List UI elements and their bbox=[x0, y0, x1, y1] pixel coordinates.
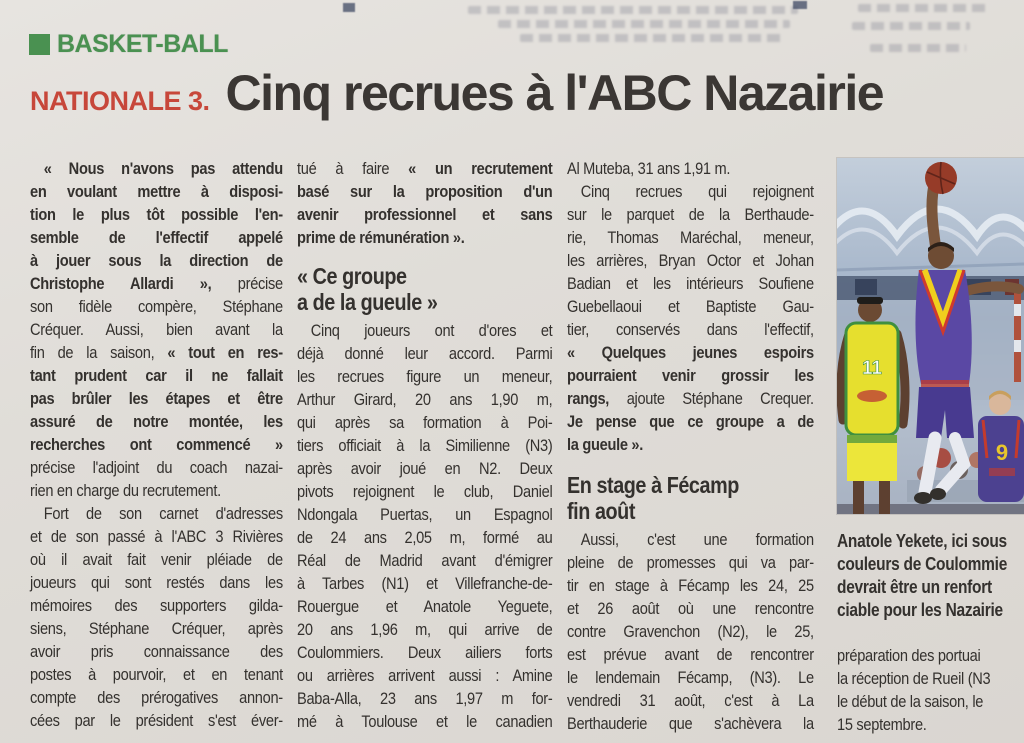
body-text-line bbox=[567, 528, 814, 551]
print-bleedthrough bbox=[343, 3, 355, 12]
text-segment: Guebellaoui et Baptiste Gau- bbox=[567, 297, 814, 316]
text-segment: préparation des portuai bbox=[837, 646, 981, 665]
text-segment: qui après sa formation à Poi- bbox=[297, 413, 553, 432]
body-text-line bbox=[567, 318, 814, 341]
text-segment: où il avait fait venir pléiade de bbox=[30, 550, 283, 569]
text-segment: et de son passé à l'ABC 3 Rivières bbox=[30, 527, 283, 546]
text-segment: « Nous n'avons pas attendu bbox=[43, 159, 283, 178]
print-bleedthrough bbox=[852, 22, 970, 30]
body-text-line bbox=[30, 364, 283, 387]
body-text-line bbox=[30, 226, 283, 249]
body-text-line bbox=[297, 342, 552, 365]
section-label: BASKET-BALL bbox=[57, 30, 228, 58]
body-text-line bbox=[30, 203, 283, 226]
text-segment: en voulant mettre à disposi- bbox=[30, 182, 283, 201]
headline-row bbox=[30, 64, 883, 122]
text-segment: Christophe Allardi », bbox=[30, 274, 238, 293]
text-segment: assuré de notre montée, les bbox=[30, 412, 283, 431]
text-segment: son fidèle compère, Stéphane bbox=[30, 297, 283, 316]
text-segment: rangs, bbox=[567, 389, 627, 408]
body-text-line bbox=[30, 387, 283, 410]
text-segment: mé à Toulouse et le canadien bbox=[297, 712, 553, 731]
body-text-line bbox=[297, 526, 552, 549]
body-text-line bbox=[297, 180, 552, 203]
body-text-line bbox=[30, 272, 283, 295]
body-text-line bbox=[297, 365, 552, 388]
body-text-line bbox=[30, 295, 283, 318]
subheading-line bbox=[567, 472, 814, 498]
headline-title: Cinq recrues à l'ABC Nazairie bbox=[225, 65, 884, 121]
body-text-line bbox=[297, 157, 552, 180]
text-segment: précise l'adjoint du coach nazai- bbox=[30, 458, 283, 477]
text-segment: « tout en res- bbox=[167, 343, 283, 362]
text-segment: le début de la saison, le bbox=[837, 692, 984, 711]
print-bleedthrough bbox=[870, 44, 966, 52]
body-text-line bbox=[30, 640, 283, 663]
print-bleedthrough bbox=[498, 20, 790, 28]
article-column-4-caption bbox=[837, 530, 1024, 736]
body-text-line bbox=[30, 433, 283, 456]
article-column-2 bbox=[297, 157, 552, 733]
text-segment: rie, Thomas Maréchal, meneur, bbox=[567, 228, 814, 247]
body-text-line bbox=[567, 410, 814, 433]
body-text-line bbox=[297, 457, 552, 480]
body-text-line bbox=[567, 364, 814, 387]
text-segment: Ndongala Puertas, un Espagnol bbox=[297, 505, 553, 524]
text-segment: ou arrières arrivent aussi : Amine bbox=[297, 666, 553, 685]
text-segment: Badian et les intérieurs Soufiene bbox=[567, 274, 814, 293]
text-segment: Je pense que ce groupe a de bbox=[567, 412, 814, 431]
text-segment: Arthur Girard, 20 ans 1,90 m, bbox=[297, 390, 553, 409]
text-segment: tiers officiait à la Similienne (N3) bbox=[297, 436, 553, 455]
body-text-line bbox=[567, 249, 814, 272]
body-text-line bbox=[30, 157, 283, 180]
body-text-line bbox=[30, 571, 283, 594]
body-text-line bbox=[837, 667, 1024, 690]
section-color-square bbox=[29, 34, 50, 55]
text-segment: tion le plus tôt possible l'en- bbox=[30, 205, 283, 224]
text-segment: tant prudent car il ne fallait bbox=[30, 366, 283, 385]
text-segment: Créquer. Aussi, bien avant la bbox=[30, 320, 283, 339]
text-segment: semble de l'effectif appelé bbox=[30, 228, 283, 247]
text-segment: prime de rémunération ». bbox=[297, 228, 465, 247]
photo-caption-line bbox=[837, 576, 1024, 599]
body-text-line bbox=[30, 180, 283, 203]
text-segment: Berthauderie que s'achèvera la bbox=[567, 714, 814, 733]
body-text-line bbox=[837, 690, 1024, 713]
text-segment: fin de la saison, bbox=[30, 343, 168, 362]
text-segment: Al Muteba, 31 ans 1,91 m. bbox=[567, 159, 731, 178]
article-column-3 bbox=[567, 157, 814, 735]
body-text-line bbox=[30, 318, 283, 341]
text-segment: Cinq recrues qui rejoignent bbox=[580, 182, 814, 201]
text-segment: rien en charge du recrutement. bbox=[30, 481, 221, 500]
print-bleedthrough bbox=[468, 6, 798, 14]
photo-caption-line bbox=[837, 553, 1024, 576]
body-text-line bbox=[837, 644, 1024, 667]
body-text-line bbox=[30, 548, 283, 571]
text-segment: basé sur la proposition d'un bbox=[297, 182, 553, 201]
text-segment: sur le parquet de la Berthaude- bbox=[567, 205, 814, 224]
text-segment: compte des prérogatives annon- bbox=[30, 688, 283, 707]
body-text-line bbox=[567, 226, 814, 249]
body-text-line bbox=[30, 709, 283, 732]
body-text-line bbox=[567, 387, 814, 410]
text-segment: cées par le président s'est éver- bbox=[30, 711, 283, 730]
body-text-line bbox=[567, 203, 814, 226]
text-segment: les arrières, Bryan Octor et Johan bbox=[567, 251, 814, 270]
body-text-line bbox=[297, 503, 552, 526]
text-segment: ajoute Stéphane Crequer. bbox=[626, 389, 814, 408]
body-text-line bbox=[30, 617, 283, 640]
text-segment: avenir professionnel et sans bbox=[297, 205, 553, 224]
body-text-line bbox=[30, 663, 283, 686]
text-segment: « un recrutement bbox=[408, 159, 553, 178]
body-text-line bbox=[297, 572, 552, 595]
body-text-line bbox=[567, 712, 814, 735]
text-segment: a de la gueule » bbox=[297, 289, 438, 315]
text-segment: à Tarbes (N1) et Villefranche-de- bbox=[297, 574, 553, 593]
photo-caption-line bbox=[837, 599, 1024, 622]
text-segment: postes à pourvoir, et en tenant bbox=[30, 665, 283, 684]
text-segment: Anatole Yekete, ici sous bbox=[837, 531, 1007, 551]
print-bleedthrough bbox=[793, 1, 807, 9]
body-text-line bbox=[30, 502, 283, 525]
body-text-line bbox=[567, 689, 814, 712]
subheading-line bbox=[567, 498, 814, 524]
body-text-line bbox=[297, 411, 552, 434]
body-text-line bbox=[567, 643, 814, 666]
text-segment: couleurs de Coulommie bbox=[837, 554, 1008, 574]
subheading-line bbox=[297, 289, 552, 315]
text-segment: la gueule ». bbox=[567, 435, 644, 454]
body-text-line bbox=[30, 410, 283, 433]
body-text-line bbox=[297, 549, 552, 572]
section-header bbox=[29, 30, 228, 59]
body-text-line bbox=[567, 620, 814, 643]
body-text-line bbox=[297, 203, 552, 226]
text-segment: « Quelques jeunes espoirs bbox=[567, 343, 814, 362]
body-text-line bbox=[30, 479, 283, 502]
headline-kicker: NATIONALE 3. bbox=[30, 86, 210, 116]
text-segment: après avoir joué en N2. Deux bbox=[297, 459, 553, 478]
body-text-line bbox=[30, 594, 283, 617]
body-text-line bbox=[297, 434, 552, 457]
text-segment: et 26 août où une rencontre bbox=[567, 599, 814, 618]
body-text-line bbox=[297, 710, 552, 733]
body-text-line bbox=[567, 295, 814, 318]
body-text-line bbox=[297, 618, 552, 641]
text-segment: Rouergue et Anatole Yeguete, bbox=[297, 597, 553, 616]
text-segment: pivots rejoignent le club, Daniel bbox=[297, 482, 553, 501]
print-bleedthrough bbox=[858, 4, 988, 12]
text-segment: Aussi, c'est une formation bbox=[580, 530, 814, 549]
body-text-line bbox=[297, 641, 552, 664]
text-segment: vendredi 31 août, c'est à La bbox=[567, 691, 814, 710]
text-segment: Réal de Madrid avant d'émigrer bbox=[297, 551, 553, 570]
text-segment: « Ce groupe bbox=[297, 263, 407, 289]
text-segment: pas brûler les étapes et être bbox=[30, 389, 283, 408]
text-segment: 20 ans 1,96 m, qui arrive de bbox=[297, 620, 553, 639]
article-column-1 bbox=[30, 157, 283, 732]
body-text-line bbox=[297, 388, 552, 411]
text-segment: En stage à Fécamp bbox=[567, 472, 739, 498]
text-segment: recherches ont commencé » bbox=[30, 435, 283, 454]
text-segment: tier, conservés dans l'effectif, bbox=[567, 320, 814, 339]
body-text-line bbox=[567, 272, 814, 295]
text-segment: Fort de son carnet d'adresses bbox=[43, 504, 283, 523]
basketball-photo-illustration bbox=[837, 158, 1024, 514]
text-segment: Coulommiers. Deux ailiers forts bbox=[297, 643, 553, 662]
text-segment: tué à faire bbox=[297, 159, 409, 178]
body-text-line bbox=[297, 480, 552, 503]
text-segment: tir en stage à Fécamp les 24, 25 bbox=[567, 576, 814, 595]
article-photo bbox=[837, 158, 1024, 514]
text-segment: le lendemain Fécamp, (N3). Le bbox=[567, 668, 814, 687]
body-text-line bbox=[297, 687, 552, 710]
text-segment: précise bbox=[237, 274, 283, 293]
body-text-line bbox=[297, 595, 552, 618]
body-text-line bbox=[30, 456, 283, 479]
body-text-line bbox=[297, 664, 552, 687]
text-segment: est prévue avant de rencontrer bbox=[567, 645, 814, 664]
text-segment: de 24 ans 2,05 m, formé au bbox=[297, 528, 553, 547]
text-segment: à jouer sous la direction de bbox=[30, 251, 283, 270]
body-text-line bbox=[567, 341, 814, 364]
body-text-line bbox=[567, 433, 814, 456]
text-segment: mémoires des supporters gilda- bbox=[30, 596, 283, 615]
text-segment: Cinq joueurs ont d'ores et bbox=[310, 321, 553, 340]
subheading-line bbox=[297, 263, 552, 289]
jersey-number-9: 9 bbox=[995, 440, 1009, 465]
text-segment: siens, Stéphane Créquer, après bbox=[30, 619, 283, 638]
body-text-line bbox=[567, 574, 814, 597]
text-segment: avoir pris connaissance des bbox=[30, 642, 283, 661]
body-text-line bbox=[567, 597, 814, 620]
photo-caption-line bbox=[837, 530, 1024, 553]
body-text-line bbox=[30, 341, 283, 364]
body-text-line bbox=[567, 157, 814, 180]
body-text-line bbox=[297, 226, 552, 249]
text-segment: déjà donné leur accord. Parmi bbox=[297, 344, 553, 363]
text-segment: contre Gravenchon (N2), le 25, bbox=[567, 622, 814, 641]
jersey-number-11: 11 bbox=[861, 358, 883, 379]
body-text-line bbox=[30, 525, 283, 548]
body-text-line bbox=[30, 686, 283, 709]
text-segment: les recrues figure un meneur, bbox=[297, 367, 553, 386]
body-text-line bbox=[297, 319, 552, 342]
text-segment: 15 septembre. bbox=[837, 715, 927, 734]
body-text-line bbox=[567, 666, 814, 689]
body-text-line bbox=[30, 249, 283, 272]
print-bleedthrough bbox=[520, 34, 782, 42]
body-text-line bbox=[567, 180, 814, 203]
text-segment: joueurs qui sont restés dans les bbox=[30, 573, 283, 592]
text-segment: fin août bbox=[567, 498, 635, 524]
text-segment: Baba-Alla, 23 ans 1,97 m for- bbox=[297, 689, 553, 708]
body-text-line bbox=[567, 551, 814, 574]
text-segment: pleine de promesses qui va par- bbox=[567, 553, 814, 572]
text-segment: la réception de Rueil (N3 bbox=[837, 669, 991, 688]
body-text-line bbox=[837, 713, 1024, 736]
text-segment: devrait être un renfort bbox=[837, 577, 992, 597]
text-segment: ciable pour les Nazairie bbox=[837, 600, 1003, 620]
text-segment: pourraient venir grossir les bbox=[567, 366, 814, 385]
